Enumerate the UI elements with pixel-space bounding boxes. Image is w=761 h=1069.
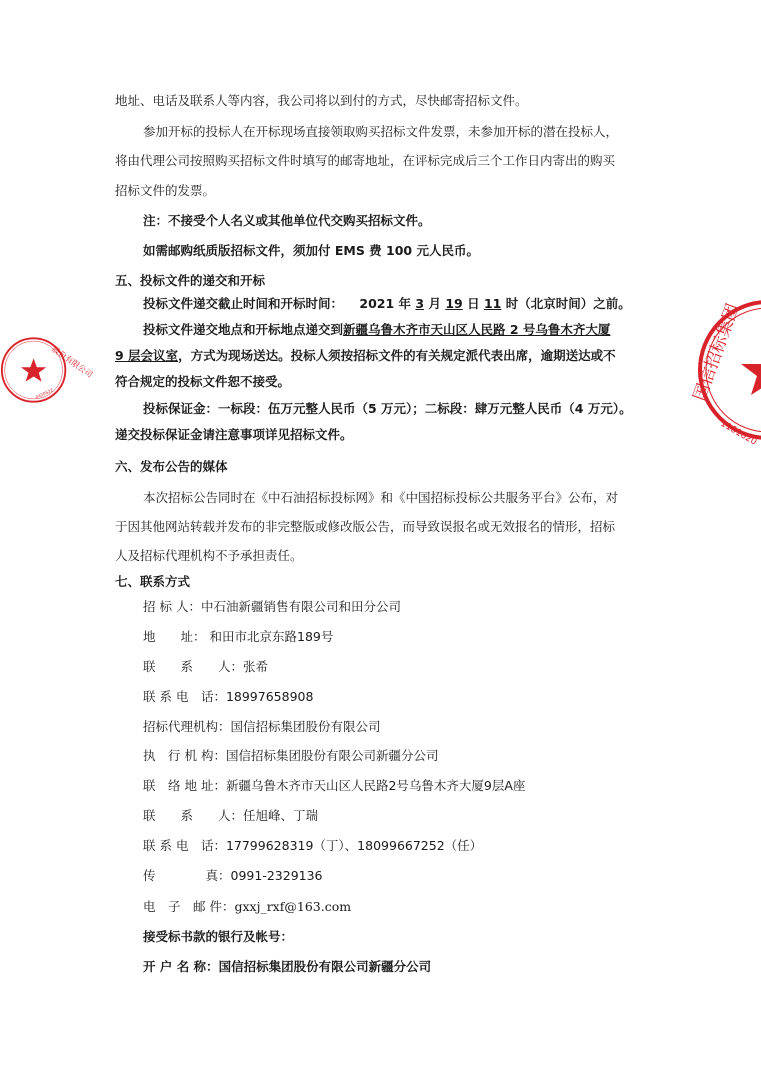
deadline-ri: 日 — [467, 296, 480, 311]
location-rest: ，方式为现场送达。投标人须按招标文件的有关规定派代表出席，逾期送达或不 — [178, 348, 616, 363]
contact-label: 联 络 地 址： — [143, 778, 226, 793]
company-seal-left — [0, 290, 95, 450]
contact-value: 中石油新疆销售有限公司和田分公司 — [200, 599, 401, 614]
contact-row — [143, 719, 381, 735]
contact-value: 18997658908 — [225, 689, 314, 704]
contact-row — [143, 899, 351, 915]
location-room: 9 层会议室 — [115, 348, 179, 363]
paragraph-line: 地址、电话及联系人等内容，我公司将以到付的方式，尽快邮寄招标文件。 — [115, 93, 528, 108]
bond-line: 递交投标保证金请注意事项详见招标文件。 — [115, 427, 353, 442]
contact-value: 任旭峰、丁瑞 — [243, 808, 319, 823]
bond-line: 投标保证金：一标段：伍万元整人民币（5 万元）；二标段：肆万元整人民币（4 万元）。 — [143, 401, 632, 416]
section-heading: 五、投标文件的递交和开标 — [115, 273, 266, 288]
contact-label: 联 系 人： — [143, 808, 244, 823]
paragraph-line: 本次招标公告同时在《中石油招标投标网》和《中国招标投标公共服务平台》公布，对 — [143, 490, 619, 505]
location-line — [143, 322, 610, 338]
contact-label: 招标代理机构： — [143, 719, 231, 734]
section-heading: 六、发布公告的媒体 — [115, 459, 228, 474]
deadline-hour: 11 — [483, 296, 502, 311]
contact-value: 和田市北京东路189号 — [205, 629, 334, 644]
contact-row — [143, 599, 401, 615]
contact-value: 0991-2329136 — [230, 868, 323, 883]
bank-label: 开 户 名 称： — [143, 959, 219, 974]
bank-heading: 接受标书款的银行及帐号： — [143, 929, 294, 944]
paragraph-line: 招标文件的发票。 — [115, 183, 216, 198]
contact-value: 新疆乌鲁木齐市天山区人民路2号乌鲁木齐大厦9层A座 — [225, 778, 526, 793]
contact-label: 联 系 人： — [143, 659, 244, 674]
paragraph-line: 将由代理公司按照购买招标文件时填写的邮寄地址，在评标完成后三个工作日内寄出的购买 — [115, 153, 616, 168]
seal-right-number: 1101020 — [718, 418, 759, 448]
contact-label: 传 真： — [143, 868, 231, 883]
contact-row — [143, 659, 268, 675]
contact-row — [143, 689, 313, 705]
company-seal-right — [690, 290, 761, 450]
contact-row — [143, 748, 438, 764]
location-line — [115, 348, 616, 364]
contact-row — [143, 629, 333, 645]
contact-label: 执 行 机 构： — [143, 748, 226, 763]
location-line: 符合规定的投标文件恕不接受。 — [115, 374, 291, 389]
bank-value: 国信招标集团股份有限公司新疆分公司 — [218, 959, 432, 974]
contact-row — [143, 778, 525, 794]
deadline-line — [143, 296, 631, 312]
contact-value: 张希 — [243, 659, 269, 674]
location-address: 新疆乌鲁木齐市天山区人民路 2 号乌鲁木齐大厦 — [343, 322, 611, 337]
contact-label: 电 子 邮 件： — [143, 899, 235, 914]
deadline-day: 19 — [445, 296, 463, 311]
seal-right-text: 国信招标集团 — [689, 301, 744, 404]
deadline-yue: 月 — [428, 296, 441, 311]
contact-label: 招 标 人： — [143, 599, 201, 614]
paragraph-line: 人及招标代理机构不予承担责任。 — [115, 548, 303, 563]
contact-label: 联 系 电 话： — [143, 838, 226, 853]
deadline-label: 投标文件递交截止时间和开标时间： — [143, 296, 344, 311]
contact-row — [143, 838, 482, 854]
deadline-year: 2021 — [359, 296, 395, 311]
contact-row — [143, 808, 318, 824]
bank-row — [143, 959, 431, 975]
deadline-month: 3 — [415, 296, 425, 311]
section-heading: 七、联系方式 — [115, 574, 191, 589]
contact-value: 国信招标集团股份有限公司新疆分公司 — [225, 748, 439, 763]
contact-value: 国信招标集团股份有限公司 — [230, 719, 381, 734]
deadline-rest: 时（北京时间）之前。 — [505, 296, 631, 311]
deadline-nian: 年 — [398, 296, 412, 311]
note-line: 如需邮购纸质版招标文件，须加付 EMS 费 100 元人民币。 — [143, 243, 479, 258]
contact-row — [143, 868, 323, 884]
seal-left-number: 0420522 — [34, 387, 54, 400]
contact-email: gxxj_rxf@163.com — [234, 899, 352, 914]
contact-value: 17799628319（丁）、18099667252（任） — [225, 838, 483, 853]
contact-label: 联 系 电 话： — [143, 689, 226, 704]
location-prefix: 投标文件递交地点和开标地点递交到 — [143, 322, 344, 337]
seal-left-char-1: 股份有限公司 — [50, 344, 95, 380]
paragraph-line: 参加开标的投标人在开标现场直接领取购买招标文件发票，未参加开标的潜在投标人， — [143, 124, 619, 139]
paragraph-line: 于因其他网站转载并发布的非完整版或修改版公告，而导致误报名或无效报名的情形，招标 — [115, 519, 616, 534]
note-line: 注：不接受个人名义或其他单位代交购买招标文件。 — [143, 213, 431, 228]
contact-label: 地 址： — [143, 629, 206, 644]
